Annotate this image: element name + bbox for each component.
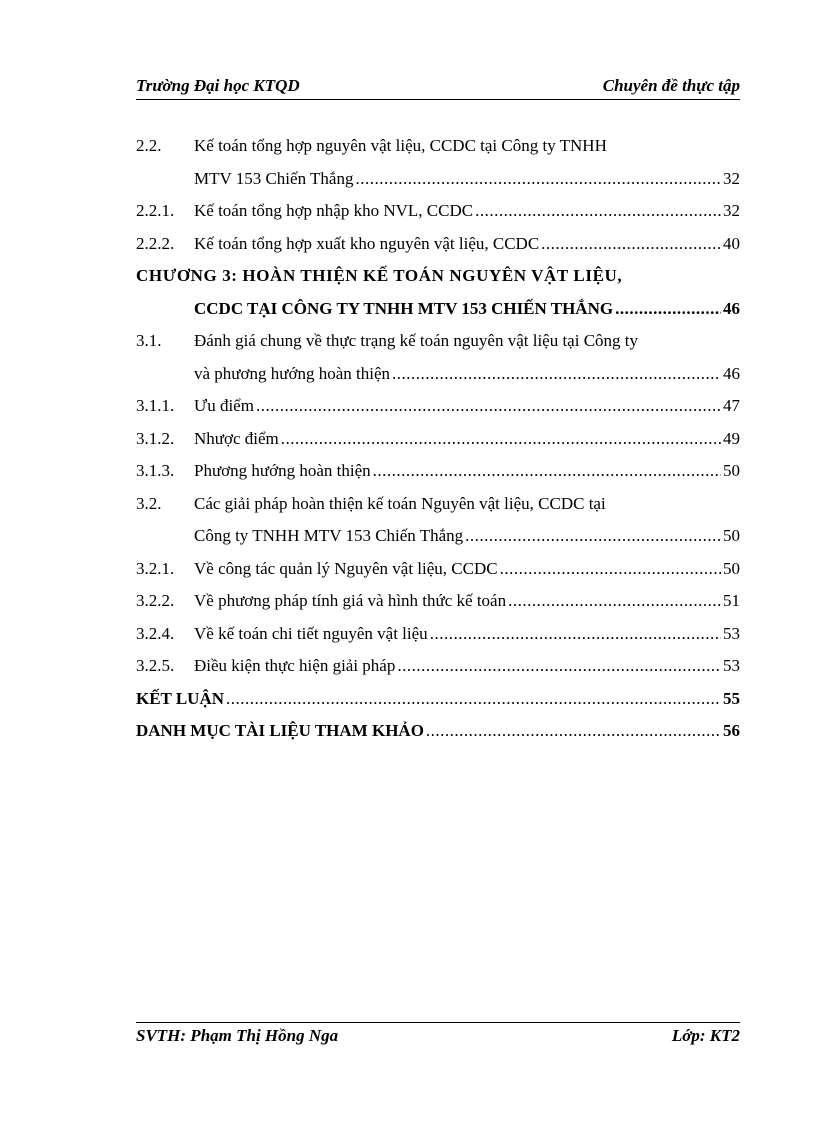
toc-leader bbox=[397, 650, 721, 683]
toc-entry-3-1-cont[interactable] bbox=[136, 358, 740, 391]
toc-page: 53 bbox=[723, 623, 740, 643]
toc-leader bbox=[426, 715, 721, 748]
toc-leader bbox=[500, 553, 721, 586]
toc-number: 2.2.1. bbox=[136, 201, 175, 220]
page-footer bbox=[136, 1026, 740, 1046]
toc-page: 32 bbox=[723, 168, 740, 188]
toc-leader bbox=[373, 455, 721, 488]
toc-entry-ket-luan[interactable] bbox=[136, 683, 740, 716]
footer-right: Lớp: KT2 bbox=[671, 1026, 740, 1045]
toc-title: DANH MỤC TÀI LIỆU THAM KHẢO bbox=[136, 721, 424, 740]
page-header bbox=[136, 76, 740, 96]
toc-page: 53 bbox=[723, 656, 740, 675]
toc-entry-3-1[interactable] bbox=[136, 325, 740, 358]
toc-leader bbox=[430, 618, 721, 651]
toc-leader bbox=[392, 358, 721, 391]
toc-page: 32 bbox=[723, 201, 740, 220]
footer-rule bbox=[136, 1022, 740, 1023]
toc-leader bbox=[465, 520, 721, 553]
toc-number: 3.2.5. bbox=[136, 656, 175, 675]
toc-entry-3-1-2[interactable] bbox=[136, 423, 740, 456]
toc-title: Về kế toán chi tiết nguyên vật liệu bbox=[194, 623, 428, 643]
header-left: Trường Đại học KTQD bbox=[136, 76, 300, 95]
toc-title: Kế toán tổng hợp nguyên vật liệu, CCDC tại Công ty TNHH bbox=[194, 136, 607, 155]
toc-title: Các giải pháp hoàn thiện kế toán Nguyên vật liệu, CCDC tại bbox=[194, 493, 606, 513]
toc-title: Ưu điểm bbox=[194, 396, 254, 415]
toc-title: Điều kiện thực hiện giải pháp bbox=[194, 656, 396, 675]
toc-number: 3.2. bbox=[136, 493, 162, 513]
toc-number: 3.2.4. bbox=[136, 623, 175, 643]
toc-title: Về phương pháp tính giá và hình thức kế toán bbox=[194, 591, 507, 610]
toc-entry-3-2-5[interactable] bbox=[136, 650, 740, 683]
toc-title: CHƯƠNG 3: HOÀN THIỆN KẾ TOÁN NGUYÊN VẬT LIỆU, bbox=[136, 266, 623, 285]
toc-page: 46 bbox=[723, 363, 740, 383]
toc-title: MTV 153 Chiến Thắng bbox=[194, 168, 354, 188]
table-of-contents bbox=[136, 130, 740, 748]
toc-entry-3-2[interactable] bbox=[136, 488, 740, 521]
toc-entry-3-2-cont[interactable] bbox=[136, 520, 740, 553]
toc-title: Đánh giá chung về thực trạng kế toán nguyên vật liệu tại Công ty bbox=[194, 331, 639, 350]
toc-title: KẾT LUẬN bbox=[136, 688, 225, 708]
toc-number: 3.1.3. bbox=[136, 461, 175, 480]
toc-title: Nhược điểm bbox=[194, 428, 279, 448]
toc-leader bbox=[508, 585, 721, 618]
toc-entry-2-2-cont[interactable] bbox=[136, 163, 740, 196]
toc-leader bbox=[541, 228, 721, 261]
toc-leader bbox=[355, 163, 721, 196]
toc-page: 56 bbox=[723, 721, 740, 740]
toc-entry-chapter-3[interactable] bbox=[136, 260, 740, 293]
toc-title: CCDC TẠI CÔNG TY TNHH MTV 153 CHIẾN THẮNG bbox=[194, 298, 614, 318]
toc-entry-2-2-2[interactable] bbox=[136, 228, 740, 261]
toc-number: 3.1.2. bbox=[136, 428, 175, 448]
toc-page: 50 bbox=[723, 461, 740, 480]
toc-entry-3-2-4[interactable] bbox=[136, 618, 740, 651]
toc-leader bbox=[475, 195, 721, 228]
toc-page: 50 bbox=[723, 526, 740, 545]
toc-title: Về công tác quản lý Nguyên vật liệu, CCDC bbox=[194, 558, 498, 578]
toc-entry-3-2-1[interactable] bbox=[136, 553, 740, 586]
toc-title: Công ty TNHH MTV 153 Chiến Thắng bbox=[194, 526, 464, 545]
toc-number: 3.1. bbox=[136, 331, 162, 350]
toc-title: Kế toán tổng hợp nhập kho NVL, CCDC bbox=[194, 201, 474, 220]
footer-left: SVTH: Phạm Thị Hồng Nga bbox=[136, 1026, 339, 1045]
toc-leader bbox=[281, 423, 721, 456]
toc-page: 55 bbox=[723, 688, 740, 708]
toc-entry-3-1-3[interactable] bbox=[136, 455, 740, 488]
toc-title: Phương hướng hoàn thiện bbox=[194, 461, 371, 480]
toc-leader bbox=[615, 293, 721, 326]
toc-number: 3.2.1. bbox=[136, 558, 175, 578]
toc-title: và phương hướng hoàn thiện bbox=[194, 363, 390, 383]
toc-page: 46 bbox=[723, 298, 740, 318]
toc-entry-3-1-1[interactable] bbox=[136, 390, 740, 423]
toc-page: 47 bbox=[723, 396, 740, 415]
toc-page: 50 bbox=[723, 558, 740, 578]
toc-entry-2-2-1[interactable] bbox=[136, 195, 740, 228]
toc-number: 2.2.2. bbox=[136, 233, 175, 253]
toc-page: 51 bbox=[723, 591, 740, 610]
header-right: Chuyên đề thực tập bbox=[602, 76, 740, 95]
toc-title: Kế toán tổng hợp xuất kho nguyên vật liệu, CCDC bbox=[194, 233, 540, 253]
toc-number: 2.2. bbox=[136, 136, 162, 155]
toc-entry-2-2[interactable] bbox=[136, 130, 740, 163]
toc-leader bbox=[226, 683, 721, 716]
toc-page: 40 bbox=[723, 233, 740, 253]
toc-entry-3-2-2[interactable] bbox=[136, 585, 740, 618]
toc-entry-chapter-3-cont[interactable] bbox=[136, 293, 740, 326]
toc-number: 3.2.2. bbox=[136, 591, 175, 610]
toc-leader bbox=[256, 390, 721, 423]
toc-page: 49 bbox=[723, 428, 740, 448]
toc-entry-references[interactable] bbox=[136, 715, 740, 748]
header-rule bbox=[136, 99, 740, 100]
toc-number: 3.1.1. bbox=[136, 396, 175, 415]
